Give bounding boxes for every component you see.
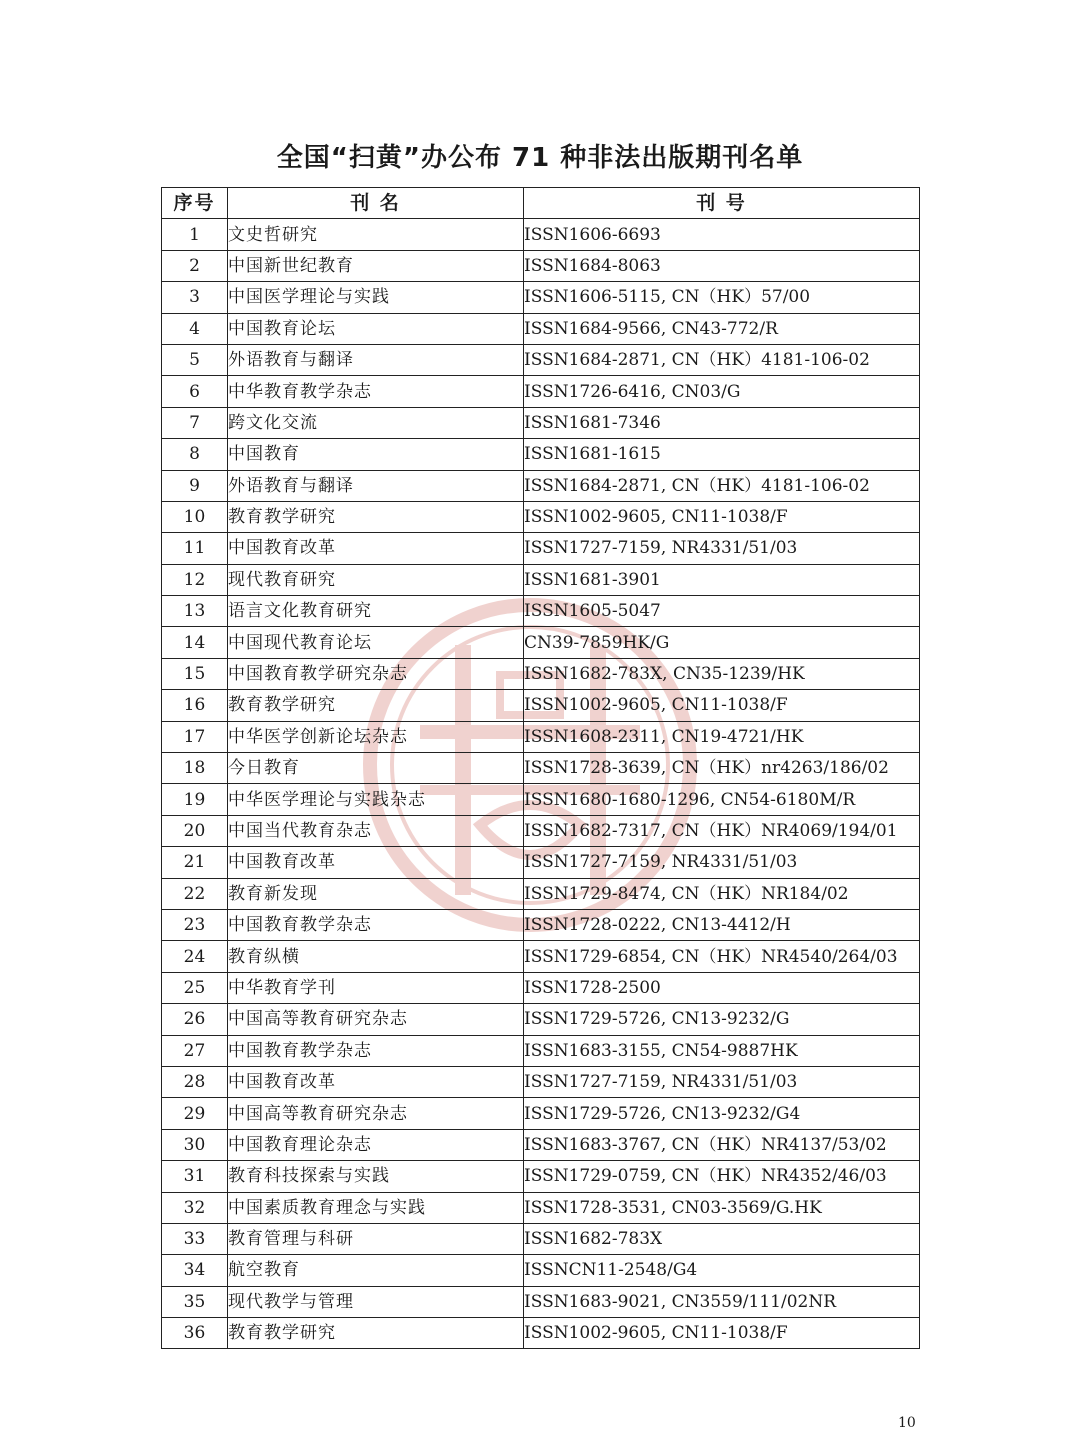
periodical-issn: ISSN1727-7159, NR4331/51/03	[524, 1066, 920, 1097]
periodical-name: 现代教学与管理	[228, 1286, 524, 1317]
periodical-name: 教育新发现	[228, 878, 524, 909]
periodical-issn: ISSN1682-783X	[524, 1223, 920, 1254]
periodicals-table	[161, 187, 920, 1349]
periodical-issn: ISSN1683-9021, CN3559/111/02NR	[524, 1286, 920, 1317]
row-number: 16	[162, 690, 228, 721]
periodical-issn: ISSN1681-3901	[524, 564, 920, 595]
periodical-issn: ISSN1684-2871, CN（HK）4181-106-02	[524, 470, 920, 501]
table-body	[162, 219, 920, 1349]
periodical-name: 外语教育与翻译	[228, 470, 524, 501]
table-row	[162, 533, 920, 564]
periodical-issn: ISSN1681-7346	[524, 407, 920, 438]
periodical-issn: ISSN1680-1680-1296, CN54-6180M/R	[524, 784, 920, 815]
periodical-name: 教育科技探索与实践	[228, 1161, 524, 1192]
table-row	[162, 439, 920, 470]
row-number: 10	[162, 501, 228, 532]
table-row	[162, 1161, 920, 1192]
periodical-name: 中华教育学刊	[228, 972, 524, 1003]
periodical-issn: ISSN1683-3155, CN54-9887HK	[524, 1035, 920, 1066]
periodical-name: 今日教育	[228, 753, 524, 784]
page-number: 10	[898, 1415, 916, 1431]
table-row	[162, 250, 920, 281]
table-row	[162, 596, 920, 627]
periodical-issn: ISSN1728-3639, CN（HK）nr4263/186/02	[524, 753, 920, 784]
row-number: 36	[162, 1318, 228, 1349]
periodical-issn: ISSN1606-6693	[524, 219, 920, 250]
table-row	[162, 815, 920, 846]
periodical-name: 语言文化教育研究	[228, 596, 524, 627]
header-name: 刊 名	[228, 188, 524, 219]
periodical-issn: ISSN1729-0759, CN（HK）NR4352/46/03	[524, 1161, 920, 1192]
row-number: 7	[162, 407, 228, 438]
periodical-name: 中华教育教学杂志	[228, 376, 524, 407]
periodical-issn: CN39-7859HK/G	[524, 627, 920, 658]
table-row	[162, 1255, 920, 1286]
periodical-name: 文史哲研究	[228, 219, 524, 250]
periodical-name: 教育纵横	[228, 941, 524, 972]
periodical-issn: ISSN1002-9605, CN11-1038/F	[524, 501, 920, 532]
table-row	[162, 753, 920, 784]
row-number: 27	[162, 1035, 228, 1066]
row-number: 26	[162, 1004, 228, 1035]
periodical-issn: ISSN1682-7317, CN（HK）NR4069/194/01	[524, 815, 920, 846]
periodical-issn: ISSN1684-9566, CN43-772/R	[524, 313, 920, 344]
table-row	[162, 627, 920, 658]
table-row	[162, 376, 920, 407]
row-number: 23	[162, 909, 228, 940]
table-row	[162, 847, 920, 878]
periodical-name: 中国当代教育杂志	[228, 815, 524, 846]
row-number: 11	[162, 533, 228, 564]
row-number: 12	[162, 564, 228, 595]
periodical-issn: ISSN1683-3767, CN（HK）NR4137/53/02	[524, 1129, 920, 1160]
table-row	[162, 1192, 920, 1223]
row-number: 2	[162, 250, 228, 281]
periodical-issn: ISSN1608-2311, CN19-4721/HK	[524, 721, 920, 752]
periodical-name: 中国素质教育理念与实践	[228, 1192, 524, 1223]
row-number: 14	[162, 627, 228, 658]
periodical-issn: ISSN1728-0222, CN13-4412/H	[524, 909, 920, 940]
periodical-name: 中国教育论坛	[228, 313, 524, 344]
periodical-issn: ISSN1729-6854, CN（HK）NR4540/264/03	[524, 941, 920, 972]
periodical-issn: ISSN1002-9605, CN11-1038/F	[524, 1318, 920, 1349]
periodical-issn: ISSN1684-2871, CN（HK）4181-106-02	[524, 344, 920, 375]
row-number: 29	[162, 1098, 228, 1129]
row-number: 17	[162, 721, 228, 752]
row-number: 32	[162, 1192, 228, 1223]
table-row	[162, 658, 920, 689]
page-title: 全国“扫黄”办公布 71 种非法出版期刊名单	[276, 143, 804, 173]
periodical-name: 中国医学理论与实践	[228, 282, 524, 313]
row-number: 4	[162, 313, 228, 344]
periodical-issn: ISSN1681-1615	[524, 439, 920, 470]
table-row	[162, 972, 920, 1003]
table-row	[162, 690, 920, 721]
table-row	[162, 878, 920, 909]
row-number: 9	[162, 470, 228, 501]
periodical-issn: ISSN1682-783X, CN35-1239/HK	[524, 658, 920, 689]
table-row	[162, 1223, 920, 1254]
periodical-name: 航空教育	[228, 1255, 524, 1286]
periodical-issn: ISSN1002-9605, CN11-1038/F	[524, 690, 920, 721]
periodical-issn: ISSN1729-5726, CN13-9232/G	[524, 1004, 920, 1035]
periodical-name: 中国现代教育论坛	[228, 627, 524, 658]
periodical-name: 教育教学研究	[228, 501, 524, 532]
periodical-name: 中国教育教学杂志	[228, 1035, 524, 1066]
table-row	[162, 470, 920, 501]
row-number: 15	[162, 658, 228, 689]
periodical-name: 中国教育改革	[228, 533, 524, 564]
row-number: 28	[162, 1066, 228, 1097]
periodical-name: 教育教学研究	[228, 1318, 524, 1349]
row-number: 1	[162, 219, 228, 250]
header-issn: 刊 号	[524, 188, 920, 219]
table-row	[162, 784, 920, 815]
table-row	[162, 1286, 920, 1317]
row-number: 19	[162, 784, 228, 815]
table-row	[162, 941, 920, 972]
table-row	[162, 721, 920, 752]
periodical-name: 跨文化交流	[228, 407, 524, 438]
periodical-issn: ISSN1728-2500	[524, 972, 920, 1003]
header-number: 序号	[162, 188, 228, 219]
row-number: 22	[162, 878, 228, 909]
row-number: 31	[162, 1161, 228, 1192]
table-row	[162, 407, 920, 438]
periodical-issn: ISSN1726-6416, CN03/G	[524, 376, 920, 407]
row-number: 30	[162, 1129, 228, 1160]
periodical-name: 教育管理与科研	[228, 1223, 524, 1254]
row-number: 8	[162, 439, 228, 470]
row-number: 34	[162, 1255, 228, 1286]
periodical-name: 中华医学理论与实践杂志	[228, 784, 524, 815]
periodical-name: 中国高等教育研究杂志	[228, 1098, 524, 1129]
table-row	[162, 1035, 920, 1066]
row-number: 24	[162, 941, 228, 972]
row-number: 25	[162, 972, 228, 1003]
periodical-name: 中国教育	[228, 439, 524, 470]
row-number: 13	[162, 596, 228, 627]
periodical-issn: ISSNCN11-2548/G4	[524, 1255, 920, 1286]
periodical-name: 中华医学创新论坛杂志	[228, 721, 524, 752]
table-row	[162, 1098, 920, 1129]
row-number: 20	[162, 815, 228, 846]
table-row	[162, 1004, 920, 1035]
periodical-name: 中国教育改革	[228, 1066, 524, 1097]
row-number: 6	[162, 376, 228, 407]
periodical-name: 中国新世纪教育	[228, 250, 524, 281]
row-number: 21	[162, 847, 228, 878]
periodical-issn: ISSN1606-5115, CN（HK）57/00	[524, 282, 920, 313]
periodical-name: 现代教育研究	[228, 564, 524, 595]
periodical-name: 外语教育与翻译	[228, 344, 524, 375]
table-row	[162, 1129, 920, 1160]
table-row	[162, 1066, 920, 1097]
periodical-name: 中国教育教学杂志	[228, 909, 524, 940]
periodical-issn: ISSN1727-7159, NR4331/51/03	[524, 533, 920, 564]
row-number: 3	[162, 282, 228, 313]
table-row	[162, 909, 920, 940]
periodical-issn: ISSN1605-5047	[524, 596, 920, 627]
periodical-issn: ISSN1728-3531, CN03-3569/G.HK	[524, 1192, 920, 1223]
periodical-name: 中国教育改革	[228, 847, 524, 878]
table-row	[162, 219, 920, 250]
table-row	[162, 501, 920, 532]
row-number: 5	[162, 344, 228, 375]
row-number: 35	[162, 1286, 228, 1317]
periodical-issn: ISSN1684-8063	[524, 250, 920, 281]
periodical-issn: ISSN1729-8474, CN（HK）NR184/02	[524, 878, 920, 909]
row-number: 33	[162, 1223, 228, 1254]
periodical-name: 中国教育理论杂志	[228, 1129, 524, 1160]
row-number: 18	[162, 753, 228, 784]
table-row	[162, 313, 920, 344]
table-row	[162, 344, 920, 375]
periodical-issn: ISSN1729-5726, CN13-9232/G4	[524, 1098, 920, 1129]
periodical-issn: ISSN1727-7159, NR4331/51/03	[524, 847, 920, 878]
periodical-name: 中国高等教育研究杂志	[228, 1004, 524, 1035]
periodical-name: 中国教育教学研究杂志	[228, 658, 524, 689]
table-row	[162, 564, 920, 595]
table-row	[162, 1318, 920, 1349]
table-row	[162, 282, 920, 313]
table-header-row	[162, 188, 920, 219]
periodical-name: 教育教学研究	[228, 690, 524, 721]
